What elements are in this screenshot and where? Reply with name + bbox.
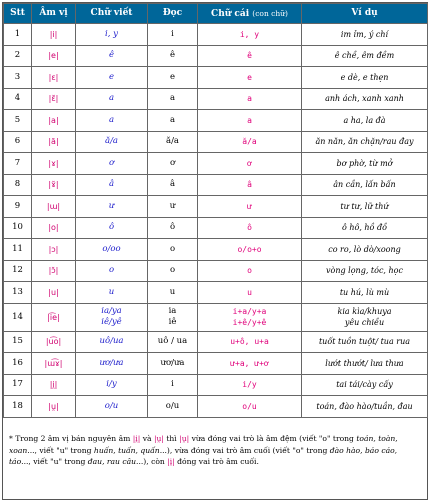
cell-stt: 13 bbox=[4, 282, 32, 304]
cell-vi-du-line: tư tư, lữ thứ bbox=[340, 201, 389, 211]
table-row bbox=[4, 396, 428, 418]
cell-stt: 18 bbox=[4, 396, 32, 418]
cell-chu-cai bbox=[198, 131, 302, 153]
cell-vi-du-line: bơ phờ, từ mở bbox=[336, 158, 393, 168]
cell-chu-viet bbox=[76, 153, 148, 175]
cell-stt: 10 bbox=[4, 217, 32, 239]
cell-stt: 16 bbox=[4, 353, 32, 375]
cell-vi-du-line: tai tái/cày cấy bbox=[336, 380, 393, 390]
cell-vi-du-line: kia kìa/khuya bbox=[337, 307, 392, 316]
cell-am-vi: |o| bbox=[32, 217, 76, 239]
cell-vi-du-line: co ro, lò dò/xoong bbox=[328, 244, 401, 254]
cell-doc-line: i bbox=[171, 379, 174, 390]
cell-stt: 3 bbox=[4, 67, 32, 89]
cell-doc-line: o/u bbox=[165, 400, 180, 411]
cell-vi-du bbox=[302, 260, 428, 282]
cell-vi-du-line: e dè, e thẹn bbox=[340, 72, 389, 82]
cell-chu-viet bbox=[76, 110, 148, 132]
cell-chu-viet bbox=[76, 331, 148, 353]
cell-stt: 17 bbox=[4, 374, 32, 396]
cell-am-vi: |ɛ| bbox=[32, 67, 76, 89]
cell-chu-cai-line: i+ê/y+ê bbox=[232, 318, 267, 327]
note-text-1: * Trong 2 âm vị bán nguyên âm bbox=[9, 434, 133, 443]
cell-chu-viet bbox=[76, 239, 148, 261]
cell-doc-line: e bbox=[169, 71, 176, 82]
cell-am-vi: |u| bbox=[32, 282, 76, 304]
cell-stt: 2 bbox=[4, 45, 32, 67]
cell-chu-viet bbox=[76, 217, 148, 239]
vowel-table bbox=[3, 3, 428, 418]
cell-chu-viet-line: o/u bbox=[104, 400, 119, 411]
cell-stt: 6 bbox=[4, 131, 32, 153]
cell-chu-cai-line: ư+a, ư+ơ bbox=[230, 358, 269, 368]
table-row bbox=[4, 67, 428, 89]
cell-chu-cai bbox=[198, 260, 302, 282]
cell-doc bbox=[148, 239, 198, 261]
cell-chu-cai bbox=[198, 196, 302, 218]
cell-chu-viet-line: ia/ya bbox=[101, 306, 122, 316]
table-row bbox=[4, 260, 428, 282]
table-row bbox=[4, 88, 428, 110]
table-header-row bbox=[4, 4, 428, 24]
cell-doc bbox=[148, 110, 198, 132]
cell-stt: 14 bbox=[4, 303, 32, 331]
cell-am-vi: |ɔ̆| bbox=[32, 260, 76, 282]
cell-chu-cai bbox=[198, 174, 302, 196]
cell-stt: 7 bbox=[4, 153, 32, 175]
cell-chu-cai-line: e bbox=[247, 72, 252, 82]
cell-vi-du bbox=[302, 174, 428, 196]
cell-chu-cai bbox=[198, 153, 302, 175]
cell-doc bbox=[148, 131, 198, 153]
cell-doc bbox=[148, 303, 198, 331]
cell-chu-viet-line: iê/yê bbox=[101, 317, 122, 327]
cell-am-vi: |ɯ͡ɤ| bbox=[32, 353, 76, 375]
cell-chu-viet bbox=[76, 131, 148, 153]
cell-chu-viet bbox=[76, 196, 148, 218]
cell-chu-cai bbox=[198, 110, 302, 132]
cell-chu-cai-line: u+ô, u+a bbox=[230, 337, 269, 347]
note-text-9: đóng vai trò âm cuối. bbox=[174, 457, 259, 466]
cell-vi-du-line: ân cần, lấn bấn bbox=[333, 180, 396, 190]
cell-chu-viet bbox=[76, 24, 148, 46]
cell-chu-viet-line: a bbox=[108, 114, 115, 125]
cell-vi-du bbox=[302, 396, 428, 418]
cell-chu-viet-line: i, y bbox=[105, 28, 118, 39]
note-text-4: vừa đóng vai trò là âm đệm (viết "o" trong bbox=[189, 434, 357, 443]
note-text-3: thì bbox=[163, 434, 180, 443]
cell-doc bbox=[148, 282, 198, 304]
cell-chu-cai-line: i/y bbox=[242, 380, 257, 390]
cell-doc-line: iê bbox=[168, 317, 177, 327]
cell-stt: 1 bbox=[4, 24, 32, 46]
cell-vi-du bbox=[302, 282, 428, 304]
table-row bbox=[4, 331, 428, 353]
cell-doc bbox=[148, 174, 198, 196]
cell-doc bbox=[148, 88, 198, 110]
note-example-1: toán, toàn, xoan bbox=[9, 434, 398, 455]
note-text-6: ...), vừa đóng vai trò âm cuối (viết "o" trong bbox=[159, 445, 330, 455]
header-chu-viet: Chữ viết bbox=[76, 4, 148, 24]
table-row bbox=[4, 374, 428, 396]
table-row bbox=[4, 217, 428, 239]
cell-chu-cai bbox=[198, 374, 302, 396]
cell-vi-du bbox=[302, 45, 428, 67]
cell-chu-cai bbox=[198, 67, 302, 89]
cell-chu-viet-line: ơ bbox=[108, 157, 115, 168]
cell-doc-line: i bbox=[171, 28, 174, 39]
cell-stt: 4 bbox=[4, 88, 32, 110]
cell-doc bbox=[148, 217, 198, 239]
cell-vi-du-line: anh ách, xanh xanh bbox=[325, 94, 404, 104]
cell-chu-viet bbox=[76, 88, 148, 110]
note-example-3: đào hào, báo cáo, táo bbox=[9, 445, 398, 466]
cell-chu-viet-line: u bbox=[108, 286, 115, 297]
cell-vi-du bbox=[302, 303, 428, 331]
cell-doc-line: a bbox=[169, 114, 176, 125]
cell-doc bbox=[148, 153, 198, 175]
cell-chu-cai-line: o/u bbox=[242, 401, 257, 411]
cell-stt: 8 bbox=[4, 174, 32, 196]
cell-chu-viet-line: â bbox=[108, 179, 115, 190]
cell-chu-viet-line: ư bbox=[108, 200, 115, 211]
table-row bbox=[4, 24, 428, 46]
table-body bbox=[4, 24, 428, 418]
cell-chu-viet bbox=[76, 374, 148, 396]
cell-stt: 9 bbox=[4, 196, 32, 218]
cell-chu-cai bbox=[198, 396, 302, 418]
cell-chu-cai bbox=[198, 282, 302, 304]
table-row bbox=[4, 353, 428, 375]
cell-vi-du bbox=[302, 353, 428, 375]
cell-vi-du bbox=[302, 88, 428, 110]
cell-doc bbox=[148, 260, 198, 282]
cell-doc-line: ư bbox=[169, 200, 176, 211]
cell-am-vi: |ɤ̆| bbox=[32, 174, 76, 196]
header-vi-du: Ví dụ bbox=[302, 4, 428, 24]
cell-doc-line: a bbox=[169, 93, 176, 104]
cell-am-vi: |ă| bbox=[32, 131, 76, 153]
cell-vi-du bbox=[302, 24, 428, 46]
cell-vi-du bbox=[302, 331, 428, 353]
cell-am-vi: |ɯ| bbox=[32, 196, 76, 218]
table-row bbox=[4, 282, 428, 304]
cell-vi-du bbox=[302, 67, 428, 89]
cell-am-vi: |i| bbox=[32, 24, 76, 46]
cell-am-vi: |i̯| bbox=[32, 374, 76, 396]
cell-chu-viet-line: o/oo bbox=[102, 243, 121, 254]
cell-doc-line: ê bbox=[169, 50, 176, 61]
cell-doc bbox=[148, 374, 198, 396]
cell-doc-line: ươ/ưa bbox=[160, 357, 185, 368]
cell-chu-viet-line: ô bbox=[108, 222, 115, 233]
cell-chu-cai-line: i, y bbox=[239, 29, 260, 39]
cell-stt: 15 bbox=[4, 331, 32, 353]
cell-vi-du bbox=[302, 110, 428, 132]
cell-chu-viet bbox=[76, 396, 148, 418]
cell-doc-line: o bbox=[169, 265, 176, 276]
cell-vi-du bbox=[302, 153, 428, 175]
cell-doc bbox=[148, 24, 198, 46]
note-mark-4: |i̯| bbox=[167, 457, 175, 466]
cell-vi-du-line: im ỉm, ý chí bbox=[340, 29, 389, 39]
cell-chu-cai-line: ô bbox=[247, 223, 252, 233]
header-chu-cai bbox=[198, 4, 302, 24]
cell-am-vi: |u͡o| bbox=[32, 331, 76, 353]
cell-chu-cai bbox=[198, 239, 302, 261]
header-stt: Stt bbox=[4, 4, 32, 24]
cell-chu-viet-line: a bbox=[108, 93, 115, 104]
cell-chu-cai-line: o bbox=[247, 266, 252, 276]
cell-chu-viet-line: ê bbox=[108, 50, 115, 61]
note-text-5: ..., viết "u" trong bbox=[27, 445, 94, 455]
note-mark-2: |u̯| bbox=[153, 434, 164, 443]
cell-vi-du-line: yêu chiều bbox=[344, 318, 385, 327]
note-example-4: đau, rau câu bbox=[87, 457, 137, 466]
table-row bbox=[4, 174, 428, 196]
vowel-table-sheet bbox=[2, 2, 428, 500]
cell-chu-viet-line: ă/a bbox=[105, 136, 118, 147]
cell-am-vi: |u̯| bbox=[32, 396, 76, 418]
cell-am-vi: |ɛ̆| bbox=[32, 88, 76, 110]
note-text-7: ..., viết "u" trong bbox=[21, 457, 88, 466]
cell-doc bbox=[148, 353, 198, 375]
cell-chu-viet bbox=[76, 260, 148, 282]
table-row bbox=[4, 239, 428, 261]
cell-vi-du bbox=[302, 239, 428, 261]
cell-chu-cai-line: o/o+o bbox=[237, 244, 262, 254]
cell-doc-line: ơ bbox=[169, 157, 176, 168]
cell-chu-viet bbox=[76, 45, 148, 67]
cell-chu-cai-line: u bbox=[247, 287, 252, 297]
cell-chu-viet-line: ươ/ưa bbox=[99, 357, 124, 368]
cell-am-vi: |a| bbox=[32, 110, 76, 132]
cell-chu-cai bbox=[198, 331, 302, 353]
cell-chu-cai bbox=[198, 353, 302, 375]
cell-chu-viet-line: uô/ua bbox=[99, 336, 124, 347]
footnote bbox=[5, 430, 425, 471]
cell-vi-du-line: ê chề, êm đềm bbox=[334, 51, 395, 61]
cell-vi-du-line: lướt thướt/ lưa thưa bbox=[325, 358, 404, 368]
cell-vi-du bbox=[302, 217, 428, 239]
cell-chu-cai bbox=[198, 217, 302, 239]
cell-stt: 11 bbox=[4, 239, 32, 261]
table-row bbox=[4, 303, 428, 331]
cell-chu-cai bbox=[198, 88, 302, 110]
header-am-vi: Âm vị bbox=[32, 4, 76, 24]
cell-chu-viet-line: i/y bbox=[106, 379, 117, 390]
cell-vi-du-line: vòng lọng, tóc, học bbox=[326, 266, 403, 276]
cell-doc bbox=[148, 331, 198, 353]
cell-chu-viet bbox=[76, 67, 148, 89]
cell-vi-du-line: ô hô, hồ đồ bbox=[341, 223, 388, 233]
cell-am-vi: |e| bbox=[32, 45, 76, 67]
table-row bbox=[4, 153, 428, 175]
cell-am-vi: |ɔ| bbox=[32, 239, 76, 261]
note-text-2: và bbox=[140, 434, 154, 443]
cell-vi-du-line: tu hú, lù mù bbox=[339, 287, 390, 297]
cell-chu-cai-line: a bbox=[247, 94, 252, 104]
cell-chu-cai-line: ă/a bbox=[242, 137, 257, 147]
note-mark-3: |u̯| bbox=[179, 434, 190, 443]
cell-chu-cai-line: i+a/y+a bbox=[232, 307, 267, 316]
cell-doc bbox=[148, 67, 198, 89]
cell-vi-du bbox=[302, 196, 428, 218]
cell-vi-du-line: ăn năn, ăn chặn/rau đay bbox=[315, 137, 414, 147]
cell-chu-cai-line: â bbox=[247, 180, 252, 190]
cell-doc-line: â bbox=[169, 179, 176, 190]
table-row bbox=[4, 110, 428, 132]
cell-vi-du bbox=[302, 374, 428, 396]
table-row bbox=[4, 131, 428, 153]
note-mark-1: |i̯| bbox=[132, 434, 141, 443]
cell-chu-cai bbox=[198, 303, 302, 331]
table-row bbox=[4, 196, 428, 218]
header-chu-cai-main: Chữ cái bbox=[211, 8, 250, 19]
cell-chu-cai-line: ư bbox=[247, 201, 252, 211]
cell-doc bbox=[148, 396, 198, 418]
cell-chu-viet-line: e bbox=[108, 71, 115, 82]
cell-am-vi: |ɤ| bbox=[32, 153, 76, 175]
cell-vi-du-line: a ha, la đà bbox=[343, 115, 386, 125]
cell-doc bbox=[148, 45, 198, 67]
cell-chu-cai-line: ê bbox=[247, 51, 252, 61]
cell-doc-line: uô / ua bbox=[157, 336, 188, 347]
cell-doc-line: o bbox=[169, 243, 176, 254]
cell-doc-line: ô bbox=[169, 222, 176, 233]
header-doc: Đọc bbox=[148, 4, 198, 24]
cell-chu-viet bbox=[76, 282, 148, 304]
cell-chu-viet bbox=[76, 353, 148, 375]
cell-doc-line: ă/a bbox=[166, 136, 179, 147]
cell-chu-cai bbox=[198, 24, 302, 46]
header-chu-cai-sub: (con chữ) bbox=[252, 8, 288, 18]
note-text-8: ...), còn bbox=[136, 457, 168, 466]
cell-am-vi: |i͡e| bbox=[32, 303, 76, 331]
cell-doc-line: ia bbox=[168, 306, 177, 316]
note-example-2: huấn, tuấn, quấn bbox=[93, 445, 160, 455]
cell-chu-viet bbox=[76, 303, 148, 331]
cell-vi-du-line: toán, đào hào/tuần, đau bbox=[316, 401, 413, 411]
cell-chu-cai-line: ơ bbox=[247, 158, 252, 168]
cell-stt: 5 bbox=[4, 110, 32, 132]
cell-chu-cai bbox=[198, 45, 302, 67]
cell-stt: 12 bbox=[4, 260, 32, 282]
cell-chu-cai-line: a bbox=[247, 115, 252, 125]
cell-chu-viet-line: o bbox=[108, 265, 115, 276]
cell-doc bbox=[148, 196, 198, 218]
table-row bbox=[4, 45, 428, 67]
cell-vi-du bbox=[302, 131, 428, 153]
cell-chu-viet bbox=[76, 174, 148, 196]
cell-vi-du-line: tuốt tuồn tuột/ tua rua bbox=[318, 337, 411, 347]
cell-doc-line: u bbox=[169, 286, 176, 297]
